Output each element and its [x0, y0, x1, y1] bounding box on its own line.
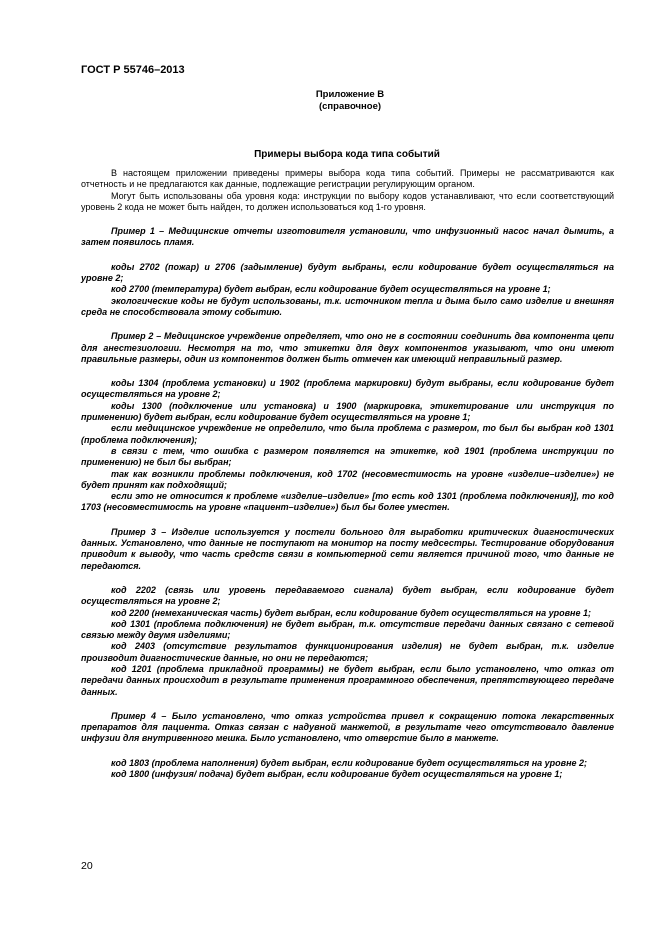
appendix-title: Приложение В	[315, 89, 385, 100]
example-item: коды 2702 (пожар) и 2706 (задымление) будут выбраны, если кодирование будет осуществляться на уровне 2;	[81, 261, 614, 284]
example-item: если это не относится к проблеме «изделие–изделие» [то есть код 1301 (проблема подключения)], то код 1703 (несовместимость на уровне «пациент–изделие») был бы более уместен.	[81, 491, 614, 513]
section-title: Примеры выбора кода типа событий	[254, 149, 440, 160]
example-item: код 1201 (проблема прикладной программы) не будет выбран, если было установлено, что отказ от передачи данных происходит в результате применения программного обеспечения, препятствующего передаче данных.	[81, 663, 614, 697]
appendix-heading	[300, 89, 400, 113]
example-item: коды 1300 (подключение или установка) и 1900 (маркировка, этикетирование или инструкция по применению) будет выбран, если кодирование будет осуществляться на уровне 1;	[81, 400, 614, 423]
example-item: экологические коды не будут использованы, т.к. источником тепла и дыма было само изделие и внешняя среда не способствовала этому событию.	[81, 295, 614, 317]
intro-paragraph: Могут быть использованы оба уровня кода: инструкции по выбору кодов устанавливают, что если соответствующий уровень 2 кода не может быть найден, то должен использоваться код 1-го уровня.	[81, 190, 614, 212]
document-body	[81, 168, 614, 780]
example-item: код 1301 (проблема подключения) не будет выбран, т.к. отсутствие передачи данных связано с сетевой связью между двумя изделиями;	[81, 618, 614, 641]
appendix-subtitle: (справочное)	[318, 101, 382, 112]
example-item: так как возникли проблемы подключения, код 1702 (несовместимость на уровне «изделие–изделие») не будет принят как подходящий;	[81, 468, 614, 490]
example-statement: Пример 4 – Было установлено, что отказ устройства привел к сокращению потока лекарственных препаратов для пациента. Отказ связан с надувной манжетой, в результате чего отсутствовало давление инфузии для внутривенного мешка. Было установлено, что отверстие было в манжете.	[81, 710, 614, 744]
example-statement: Пример 1 – Медицинские отчеты изготовителя установили, что инфузионный насос начал дымить, а затем появилось пламя.	[81, 226, 614, 248]
standard-header: ГОСТ Р 55746–2013	[81, 64, 185, 76]
example-item: код 1803 (проблема наполнения) будет выбран, если кодирование будет осуществляться на уровне 2;	[111, 757, 588, 768]
example-statement: Пример 2 – Медицинское учреждение определяет, что оно не в состоянии соединить два компонента цепи для анестезиологии. Несмотря на то, что этикетки для двух компонентов указывают, что они имеют правильные размеры, один из компонентов должен быть отмечен как имеющий неправильный размер.	[81, 331, 614, 364]
example-item: код 1800 (инфузия/ подача) будет выбран, если кодирование будет осуществляться на уровне 1;	[111, 769, 563, 780]
page-number: 20	[81, 860, 93, 872]
intro-paragraph: В настоящем приложении приведены примеры выбора кода типа событий. Примеры не рассматриваются как отчетность и не предлагаются как данные, подлежащие регистрации регулирующим органом.	[81, 168, 614, 190]
example-item: если медицинское учреждение не определило, что была проблема с размером, то был бы выбран код 1301 (проблема подключения);	[81, 423, 614, 445]
example-item: код 2700 (температура) будет выбран, если кодирование будет осуществляться на уровне 1;	[111, 284, 551, 295]
example-item: коды 1304 (проблема установки) и 1902 (проблема маркировки) будут выбраны, если кодирование будет осуществляться на уровне 2;	[81, 378, 614, 400]
example-item: код 2202 (связь или уровень передаваемого сигнала) будет выбран, если кодирование будет осуществляться на уровне 2;	[81, 584, 614, 607]
example-item: код 2200 (немеханическая часть) будет выбран, если кодирование будет осуществляться на уровне 1;	[111, 607, 591, 618]
example-item: в связи с тем, что ошибка с размером появляется на этикетке, код 1901 (проблема инструкции по применению) не был бы выбран;	[81, 445, 614, 468]
example-statement: Пример 3 – Изделие используется у постели больного для выработки критических диагностических данных. Установлено, что данные не поступают на монитор на посту медсестры. Тестирование оборудования приводит к выводу, что часть средств связи в компьютерной сети является причиной того, что данные не передаются.	[81, 526, 614, 571]
example-item: код 2403 (отсутствие результатов функционирования изделия) не будет выбран, т.к. изделие производит диагностические данные, но они не передаются;	[81, 641, 614, 663]
